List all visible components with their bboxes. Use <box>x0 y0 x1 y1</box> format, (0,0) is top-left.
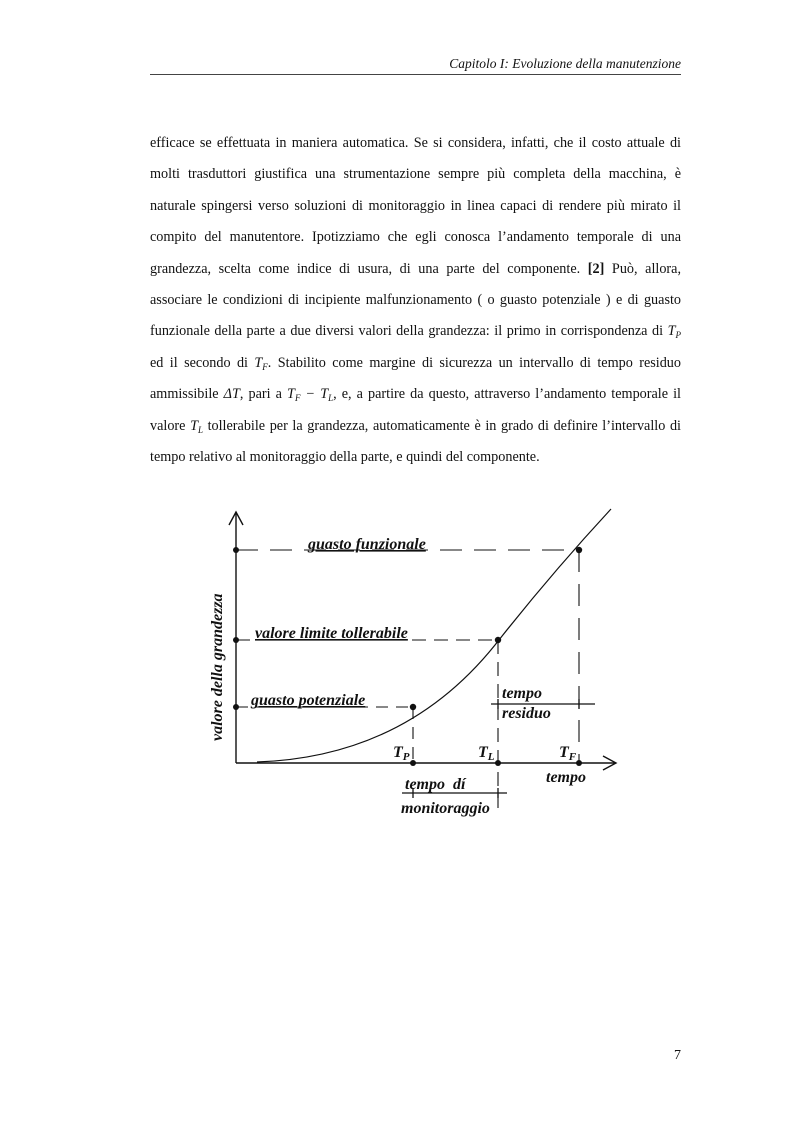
citation-ref: [2] <box>587 260 605 277</box>
dot-axis-failure <box>233 547 239 553</box>
y-axis-label: valore della grandezza <box>209 593 226 741</box>
var-tf: $T_F$ <box>254 354 268 372</box>
tick-label-tp: TP <box>393 744 410 763</box>
var-tp: $T_P$ <box>667 323 681 341</box>
wear-curve-figure <box>195 505 625 830</box>
residual-label-line1: tempo <box>502 685 542 702</box>
residual-label-line2: residuo <box>502 705 551 722</box>
dot-x-tl <box>495 760 501 766</box>
tick-label-tf: TF <box>559 744 577 763</box>
body-sentence-3: ed il secondo di <box>150 354 255 371</box>
dot-curve-potential <box>410 704 416 710</box>
body-sentence-6: , e, a partire da questo, attraverso l’andamento temporale il valore <box>150 386 681 434</box>
dot-x-tp <box>410 760 416 766</box>
var-tl: $T_L$ <box>190 417 203 435</box>
running-header: Capitolo I: Evoluzione della manutenzione <box>449 56 681 71</box>
dot-axis-limit <box>233 637 239 643</box>
header-rule <box>150 74 681 75</box>
var-delta-t: ΔT <box>223 386 240 403</box>
body-sentence-7: tollerabile per la grandezza, automaticamente è in grado di definire l’intervallo di tempo relativo al monitoraggio della parte, e quindi del componente. <box>150 417 681 466</box>
label-guasto-potenziale: guasto potenziale <box>251 692 366 709</box>
label-valore-limite: valore limite tollerabile <box>255 625 408 642</box>
tick-label-tl: TL <box>478 744 495 763</box>
dot-curve-limit <box>495 637 501 643</box>
body-sentence-2: Può, allora, associare le condizioni di incipiente malfunzionamento ( o guasto potenziale ) e di guasto funzionale della parte a due diversi valori della grandezza: il primo in corrispondenza di <box>150 260 682 340</box>
body-paragraph <box>150 128 681 473</box>
body-sentence-5: , pari a <box>239 386 288 403</box>
x-axis-label: tempo <box>546 769 586 786</box>
page-number: 7 <box>674 1048 681 1063</box>
dot-curve-failure <box>576 547 582 553</box>
dot-x-tf <box>576 760 582 766</box>
dot-axis-potential <box>233 704 239 710</box>
body-sentence-1: efficace se effettuata in maniera automatica. Se si considera, infatti, che il costo attuale di molti trasduttori giustifica una strumentazione sempre più completa della macchina, è naturale spingersi verso soluzioni di monitoraggio in linea capaci di rendere più mirato il compito del manutentore. Ipotizziamo che egli conosca l’andamento temporale di una grandezza, scelta come indice di usura, di una parte del componente. <box>150 135 681 277</box>
body-sentence-4: . Stabilito come margine di sicurezza un intervallo di tempo residuo ammissibile <box>150 354 681 403</box>
monitoring-label-line2: monitoraggio <box>401 800 490 817</box>
var-tf-minus-tl: $T_F - T_L$ <box>287 386 334 404</box>
monitoring-label-line1: tempo dí <box>405 776 466 793</box>
label-guasto-funzionale: guasto funzionale <box>308 536 426 553</box>
